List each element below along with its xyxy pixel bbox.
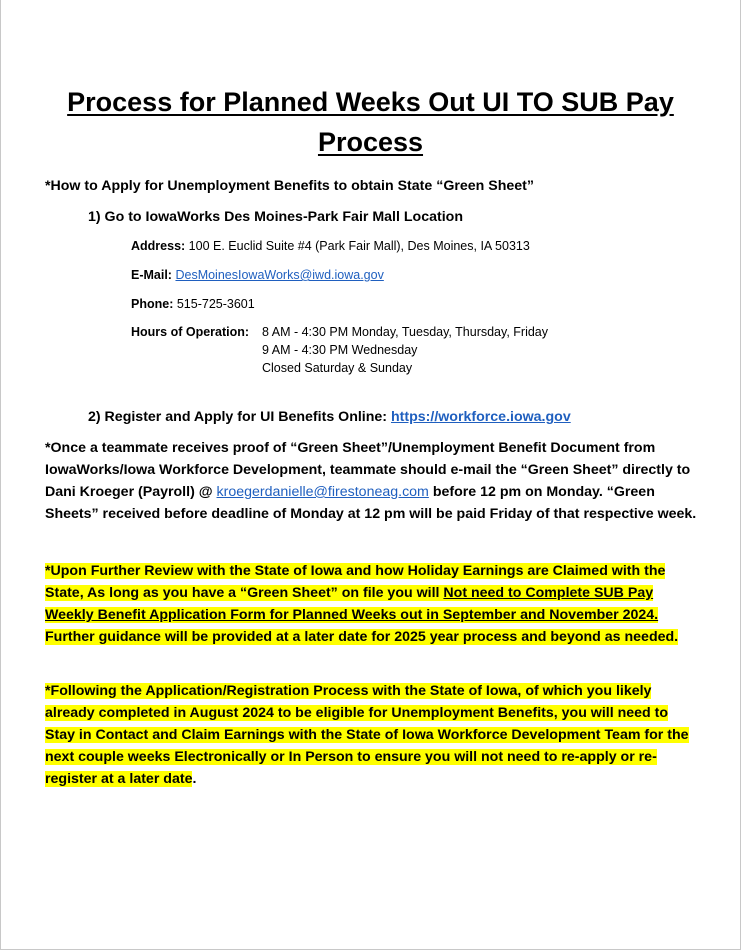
iowaworks-email-link[interactable]: DesMoinesIowaWorks@iwd.iowa.gov <box>175 268 384 282</box>
hours-item: 8 AM - 4:30 PM Monday, Tuesday, Thursday, Friday <box>262 325 549 339</box>
hours-item: Closed Saturday & Sunday <box>262 361 413 375</box>
hours-label: Hours of Operation: <box>131 325 250 339</box>
stay-in-contact-paragraph: *Following the Application/Registration Process with the State of Iowa, of which you likely already completed in August 2024 to be eligible for Unemployment Benefits, you will need to Stay in Contact and Claim Earnings with the State of Iowa Workforce Development Team for the next couple weeks Electronically or In Person to ensure you will not need to re-apply or re-register at a later date. <box>45 683 689 787</box>
title-line-1: Process for Planned Weeks Out UI TO SUB Pay <box>67 87 674 117</box>
title-line-2: Process <box>317 127 424 157</box>
email-line <box>131 266 384 284</box>
hours-item: 9 AM - 4:30 PM Wednesday <box>262 343 418 357</box>
hours-list <box>262 323 548 377</box>
address-value: 100 E. Euclid Suite #4 (Park Fair Mall), Des Moines, IA 50313 <box>188 239 530 253</box>
workforce-link[interactable]: https://workforce.iowa.gov <box>390 409 571 425</box>
how-to-apply-heading: *How to Apply for Unemployment Benefits to obtain State “Green Sheet” <box>45 178 534 194</box>
address-line <box>131 237 530 255</box>
not-need-sub-pay-note: Not need to Complete SUB Pay Weekly Benefit Application Form for Planned Weeks out in September and November 2024. <box>45 585 659 623</box>
payroll-email-link[interactable]: kroegerdanielle@firestoneag.com <box>216 484 429 500</box>
phone-label: Phone: <box>131 297 174 311</box>
step-1-label: 1) Go to IowaWorks Des Moines-Park Fair Mall Location <box>88 209 463 225</box>
step-2-label: 2) Register and Apply for UI Benefits Online: <box>88 409 388 425</box>
email-label: E-Mail: <box>131 268 172 282</box>
green-sheet-paragraph: *Once a teammate receives proof of “Green Sheet”/Unemployment Benefit Document from IowaWorks/Iowa Workforce Development, teammate should e-mail the “Green Sheet” directly to Dani Kroeger (Payroll) @ kroegerdanielle@firestoneag.com before 12 pm on Monday. “Green Sheets” received before deadline of Monday at 12 pm will be paid Friday of that respective week. <box>45 440 697 522</box>
phone-value: 515-725-3601 <box>176 297 255 311</box>
holiday-earnings-paragraph: *Upon Further Review with the State of Iowa and how Holiday Earnings are Claimed with the State, As long as you have a “Green Sheet” on file you will Not need to Complete SUB Pay Weekly Benefit Application Form for Planned Weeks out in September and November 2024. Further guidance will be provided at a later date for 2025 year process and beyond as needed. <box>45 563 679 645</box>
address-label: Address: <box>131 239 186 253</box>
step-2-line <box>88 406 571 428</box>
phone-line <box>131 295 255 313</box>
page-title <box>40 82 701 162</box>
